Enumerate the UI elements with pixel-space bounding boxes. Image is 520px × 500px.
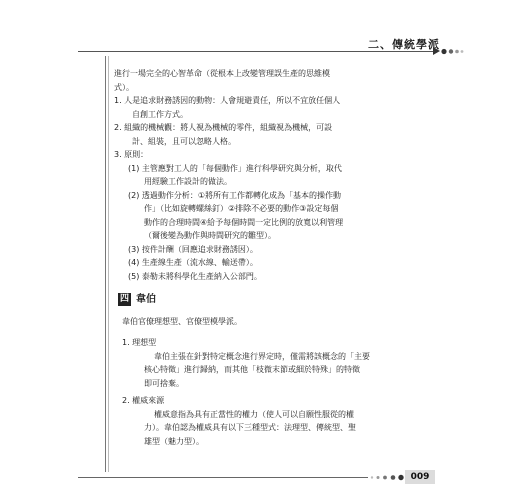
principle-3: (3) 按件計酬（回應追求財務誘因）。 [128, 244, 258, 254]
header-dots-icon [441, 47, 465, 56]
principle-4: (4) 生產線生產（流水線、輸送帶）。 [128, 258, 258, 267]
point-2: 2. 組織的機械觀：將人視為機械的零件，組織視為機械，可設 [114, 123, 333, 132]
subheading-ideal-type: 1. 理想型 [122, 338, 157, 347]
principle-2-cont: 動作的合理時間④給予每個時間一定比例的放寬以利管理 [144, 217, 344, 227]
chapter-title: 二、傳統學派 [368, 38, 440, 51]
ideal-type-text: 核心特徵」進行歸納，而其他「枝微末節或細於特殊」的特徵 [144, 365, 360, 374]
intro-line: 進行一場完全的心智革命（從根本上改變管理誤生產的思維模 [114, 69, 330, 78]
footer-rule [78, 477, 368, 478]
margin-rule-inner [108, 56, 109, 472]
header-rule [78, 51, 433, 52]
subheading-authority: 2. 權威來源 [122, 396, 165, 405]
point-1: 1. 人是追求財務誘因的動物：人會規避責任，所以不宜放任個人 [114, 96, 341, 105]
section-heading [118, 293, 420, 307]
header-arrow-icon [433, 47, 440, 55]
ideal-type-text: 即可捨棄。 [144, 378, 184, 388]
intro-line: 式）。 [114, 82, 134, 92]
page-body [114, 67, 420, 448]
ideal-type-text: 韋伯主張在針對特定概念進行界定時，僅需將該概念的「主要 [154, 351, 370, 361]
margin-rule [105, 56, 106, 472]
section-intro: 韋伯官僚理想型、官僚型模學派。 [122, 316, 242, 326]
authority-text: 雄型（魅力型）。 [144, 436, 204, 446]
principle-2: (2) 透過動作分析：①將所有工作都轉化成為「基本的操作動 [128, 190, 342, 200]
section-number-badge: 四 [119, 294, 129, 305]
principle-5: (5) 泰勒未將科學化生產納入公部門。 [128, 271, 262, 281]
footer-dots-icon [368, 473, 408, 482]
point-1-cont: 自創工作方式。 [132, 109, 188, 119]
point-2-cont: 計、組裝，且可以忽略人格。 [132, 136, 236, 146]
authority-text: 力）。韋伯認為權威具有以下三種型式：法理型、傳統型、聖 [144, 423, 356, 432]
principle-2-cont: （爾後變為動作與時間研究的雛型）。 [144, 231, 276, 240]
principle-1-cont: 用經驗工作設計的做法。 [144, 177, 232, 186]
point-3: 3. 原則： [114, 150, 149, 159]
principle-1: (1) 主管應對工人的「每個動作」進行科學研究與分析，取代 [128, 163, 342, 173]
principle-2-cont: 作」（比如旋轉螺絲釘）②排除不必要的動作③設定每個 [144, 204, 339, 213]
section-title: 韋伯 [136, 294, 156, 305]
authority-text: 權威意指為具有正當性的權力（使人可以自願性服從的權 [154, 409, 354, 419]
page-number: 009 [405, 470, 435, 484]
